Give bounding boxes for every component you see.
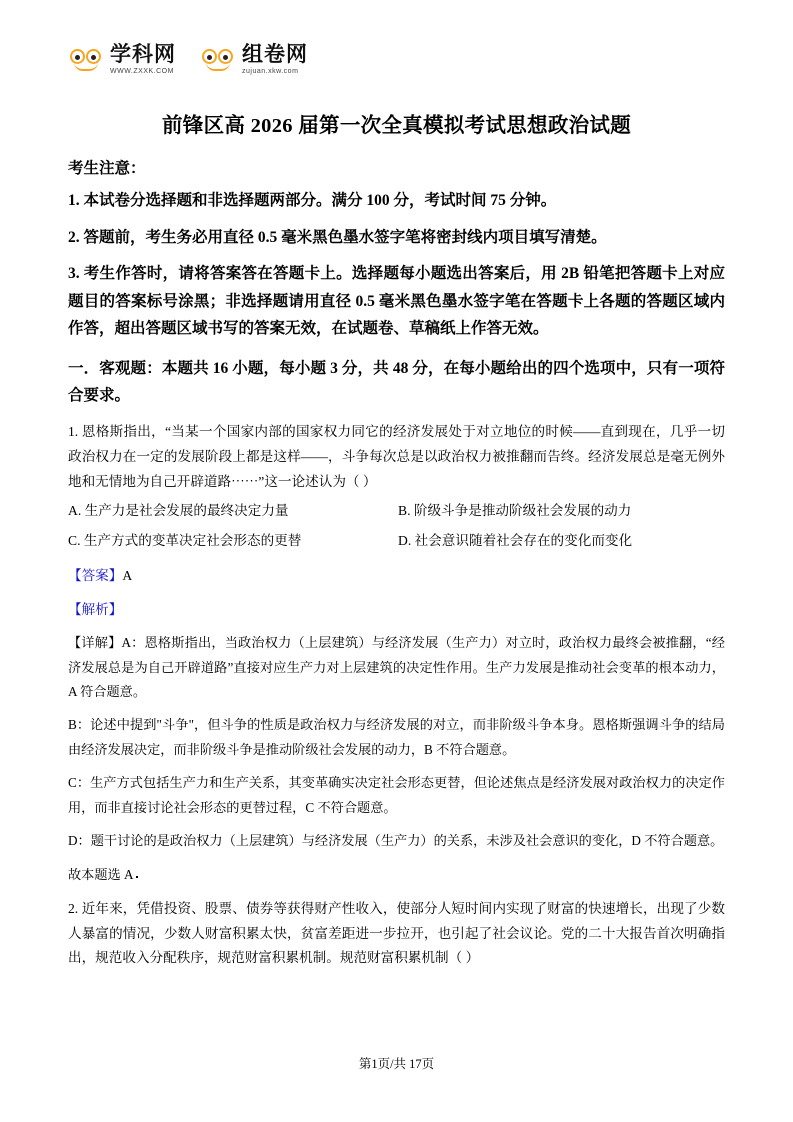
analysis-conclusion — [68, 863, 725, 887]
owl-face-icon — [202, 46, 236, 72]
page-title: 前锋区高 2026 届第一次全真模拟考试思想政治试题 — [161, 115, 632, 137]
logo-url: zujuan.xkw.com — [242, 67, 299, 75]
question-1-options-row-1 — [68, 498, 725, 524]
notice-item-1: 1. 本试卷分选择题和非选择题两部分。满分 100 分，考试时间 75 分钟。 — [68, 192, 557, 209]
page-footer: 第1页/共 17页 — [358, 1057, 435, 1071]
analysis-paragraph-4: D：题干讨论的是政治权力（上层建筑）与经济发展（生产力）的关系，未涉及社会意识的变化，D 不符合题意。 — [68, 833, 724, 849]
logo-zujuanwang — [202, 44, 308, 75]
option-d: D. 社会意识随着社会存在的变化而变化 — [398, 533, 633, 549]
option-c: C. 生产方式的变革决定社会形态的更替 — [68, 533, 302, 549]
logo-name: 组卷网 — [242, 42, 308, 66]
period-mark — [136, 876, 138, 878]
answer-line — [68, 563, 725, 588]
analysis-paragraph-1: 【详解】A：恩格斯指出，当政治权力（上层建筑）与经济发展（生产力）对立时，政治权力最终会被推翻，“经济发展总是为自己开辟道路”直接对应生产力对上层建筑的决定性作用。生产力发展是推动社会变革的根本动力，A 符合题意。 — [68, 635, 725, 700]
section-heading: 一．客观题：本题共 16 小题，每小题 3 分，共 48 分，在每小题给出的四个选项中，只有一项符合要求。 — [68, 359, 725, 405]
notice-item-2: 2. 答题前，考生务必用直径 0.5 毫米黑色墨水签字笔将密封线内项目填写清楚。 — [68, 228, 607, 246]
option-b: B. 阶级斗争是推动阶级社会发展的动力 — [398, 503, 632, 519]
option-a: A. 生产力是社会发展的最终决定力量 — [68, 503, 289, 519]
question-2-stem: 2. 近年来，凭借投资、股票、债券等获得财产性收入，使部分人短时间内实现了财富的快速增长，出现了少数人暴富的情况，少数人财富积累太快，贫富差距进一步拉开，也引起了社会议论。党的二十大报告首次明确指出，规范收入分配秩序，规范财富积累机制。规范财富积累机制（ ） — [68, 900, 725, 966]
answer-label: 【答案】 — [68, 567, 123, 583]
logo-xuekewang — [70, 44, 176, 75]
logo-band — [68, 0, 725, 82]
analysis-label: 【解析】 — [68, 602, 123, 618]
question-1-options-row-2 — [68, 528, 725, 554]
answer-value: A — [122, 567, 133, 583]
analysis-line — [68, 597, 725, 622]
notice-item-3: 3. 考生作答时，请将答案答在答题卡上。选择题每小题选出答案后，用 2B 铅笔把答题卡上对应题目的答案标号涂黑；非选择题请用直径 0.5 毫米黑色墨水签字笔在答题卡上各题的答题区域内作答，超出答题区域书写的答案无效，在试题卷、草稿纸上作答无效。 — [68, 265, 725, 338]
logo-url: WWW.ZXXK.COM — [110, 67, 174, 75]
analysis-paragraph-3: C：生产方式包括生产力和生产关系，其变革确实决定社会形态更替，但论述焦点是经济发展对政治权力的决定作用，而非直接讨论社会形态的更替过程，C 不符合题意。 — [68, 775, 725, 815]
notice-heading: 考生注意： — [68, 160, 146, 177]
question-1-stem: 1. 恩格斯指出，“当某一个国家内部的国家权力同它的经济发展处于对立地位的时候——直到现在，几乎一切政治权力在一定的发展阶段上都是这样——，斗争每次总是以政治权力被推翻而告终。经济发展总是毫无例外地和无情地为自己开辟道路⋯⋯”这一论述认为（ ） — [68, 424, 725, 489]
owl-face-icon — [70, 46, 104, 72]
analysis-paragraph-2: B：论述中提到"斗争"，但斗争的性质是政治权力与经济发展的对立，而非阶级斗争本身。恩格斯强调斗争的结局由经济发展决定，而非阶级斗争是推动阶级社会发展的动力，B 不符合题意。 — [68, 717, 725, 757]
analysis-conclusion-text: 故本题选 A — [68, 866, 134, 882]
logo-name: 学科网 — [110, 42, 176, 66]
